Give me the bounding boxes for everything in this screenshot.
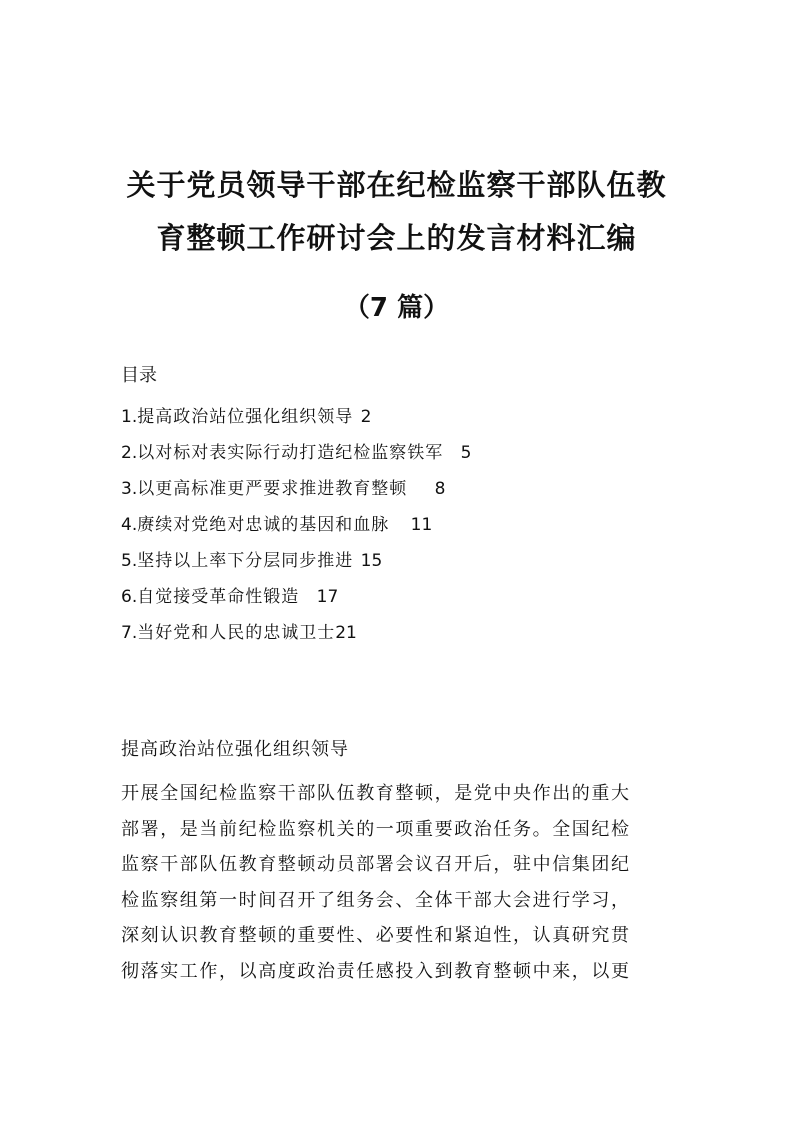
body-line-6: 彻落实工作，以高度政治责任感投入到教育整顿中来，以更 [121, 960, 631, 982]
toc-item-1[interactable] [121, 405, 471, 441]
toc-item-7[interactable] [121, 621, 471, 657]
toc-item-number: 3. [121, 479, 138, 499]
section-heading: 提高政治站位强化组织领导 [121, 739, 349, 760]
toc-item-page: 2 [360, 407, 372, 427]
toc-item-number: 6. [121, 587, 138, 607]
body-line-4: 检监察组第一时间召开了组务会、全体干部大会进行学习， [121, 889, 631, 911]
toc-item-label: 自觉接受革命性锻造 [137, 587, 300, 607]
toc-item-number: 1. [121, 407, 138, 427]
toc-item-page: 21 [335, 623, 357, 643]
toc-item-3[interactable] [121, 477, 471, 513]
toc-item-number: 4. [121, 515, 138, 535]
body-line-1: 开展全国纪检监察干部队伍教育整顿，是党中央作出的重大 [121, 783, 631, 804]
toc-item-page: 11 [410, 515, 433, 535]
body-line-2: 部署，是当前纪检监察机关的一项重要政治任务。全国纪检 [121, 818, 631, 840]
document-title-line-1: 关于党员领导干部在纪检监察干部队伍教 [126, 168, 667, 202]
toc-item-2[interactable] [121, 441, 471, 477]
document-title-line-2: 育整顿工作研讨会上的发言材料汇编 [156, 221, 637, 255]
toc-item-page: 8 [434, 479, 446, 499]
document-subtitle: （7 篇） [343, 293, 450, 323]
toc-item-page: 5 [460, 443, 472, 463]
table-of-contents [121, 405, 471, 657]
toc-item-page: 17 [316, 587, 339, 607]
toc-item-label: 提高政治站位强化组织领导 [137, 407, 354, 427]
toc-item-label: 赓续对党绝对忠诚的基因和血脉 [137, 515, 390, 535]
toc-item-label: 以对标对表实际行动打造纪检监察铁军 [137, 443, 444, 463]
toc-item-number: 5. [121, 551, 138, 571]
toc-item-page: 15 [360, 551, 383, 571]
body-paragraph [121, 776, 681, 989]
toc-item-6[interactable] [121, 585, 471, 621]
toc-item-4[interactable] [121, 513, 471, 549]
body-line-3: 监察干部队伍教育整顿动员部署会议召开后，驻中信集团纪 [121, 854, 631, 875]
toc-item-5[interactable] [121, 549, 471, 585]
toc-item-label: 坚持以上率下分层同步推进 [137, 551, 354, 571]
toc-heading: 目录 [121, 365, 157, 386]
toc-item-label: 以更高标准更严要求推进教育整顿 [137, 479, 408, 499]
toc-item-label: 当好党和人民的忠诚卫士 [137, 623, 336, 643]
toc-item-number: 2. [121, 443, 138, 463]
toc-item-number: 7. [121, 623, 138, 643]
body-line-5: 深刻认识教育整顿的重要性、必要性和紧迫性，认真研究贯 [121, 925, 631, 946]
